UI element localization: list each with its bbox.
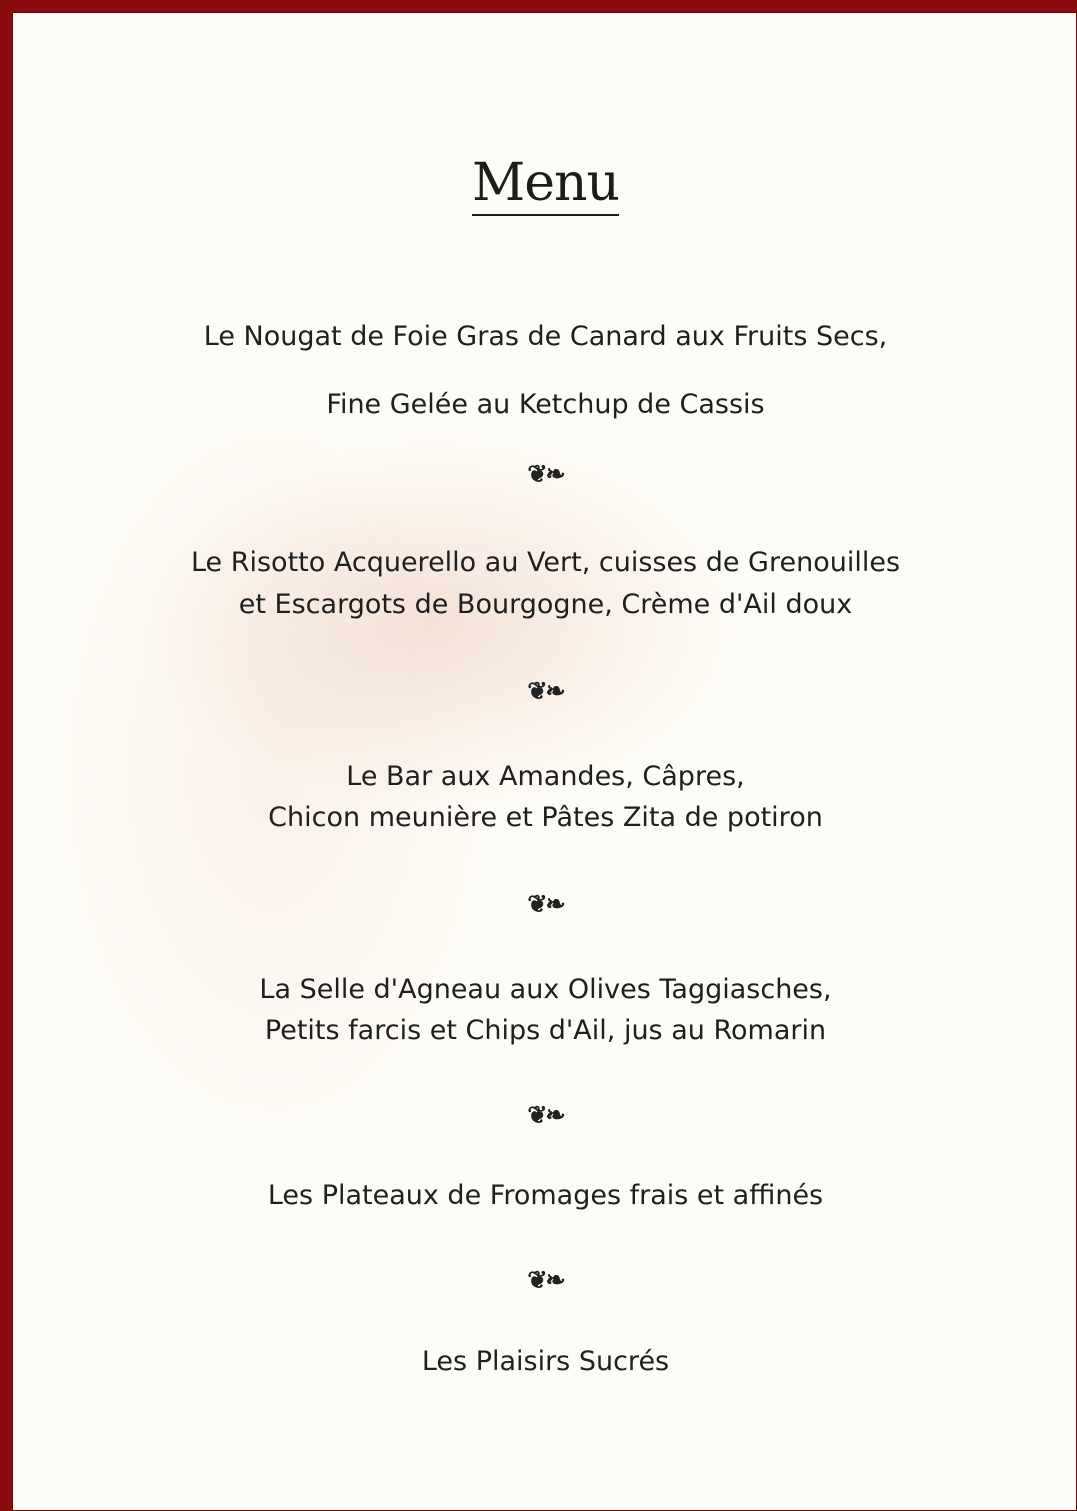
course-2-line-1: Le Risotto Acquerello au Vert, cuisses de Grenouilles <box>190 547 901 578</box>
ornament-divider-icon: ❦❧ <box>527 889 564 918</box>
menu-card <box>12 12 1077 1511</box>
course-2-line-2: et Escargots de Bourgogne, Crème d'Ail doux <box>238 589 853 620</box>
ornament-divider-icon: ❦❧ <box>527 1265 564 1294</box>
course-3-line-2: Chicon meunière et Pâtes Zita de potiron <box>268 802 823 833</box>
course-5-line-1: Les Plateaux de Fromages frais et affinés <box>267 1180 824 1211</box>
course-1-line-1: Le Nougat de Foie Gras de Canard aux Fruits Secs, <box>203 321 888 352</box>
course-6-line-1: Les Plaisirs Sucrés <box>421 1346 670 1377</box>
menu-title: Menu <box>13 153 1077 213</box>
course-3-line-1: Le Bar aux Amandes, Câpres, <box>346 761 745 792</box>
course-4-line-1: La Selle d'Agneau aux Olives Taggiasches, <box>259 974 832 1005</box>
course-1-line-2: Fine Gelée au Ketchup de Cassis <box>326 389 765 420</box>
ornament-divider-icon: ❦❧ <box>527 459 564 488</box>
course-4-line-2: Petits farcis et Chips d'Ail, jus au Romarin <box>264 1015 827 1046</box>
ornament-divider-icon: ❦❧ <box>527 676 564 705</box>
ornament-divider-icon: ❦❧ <box>527 1100 564 1129</box>
